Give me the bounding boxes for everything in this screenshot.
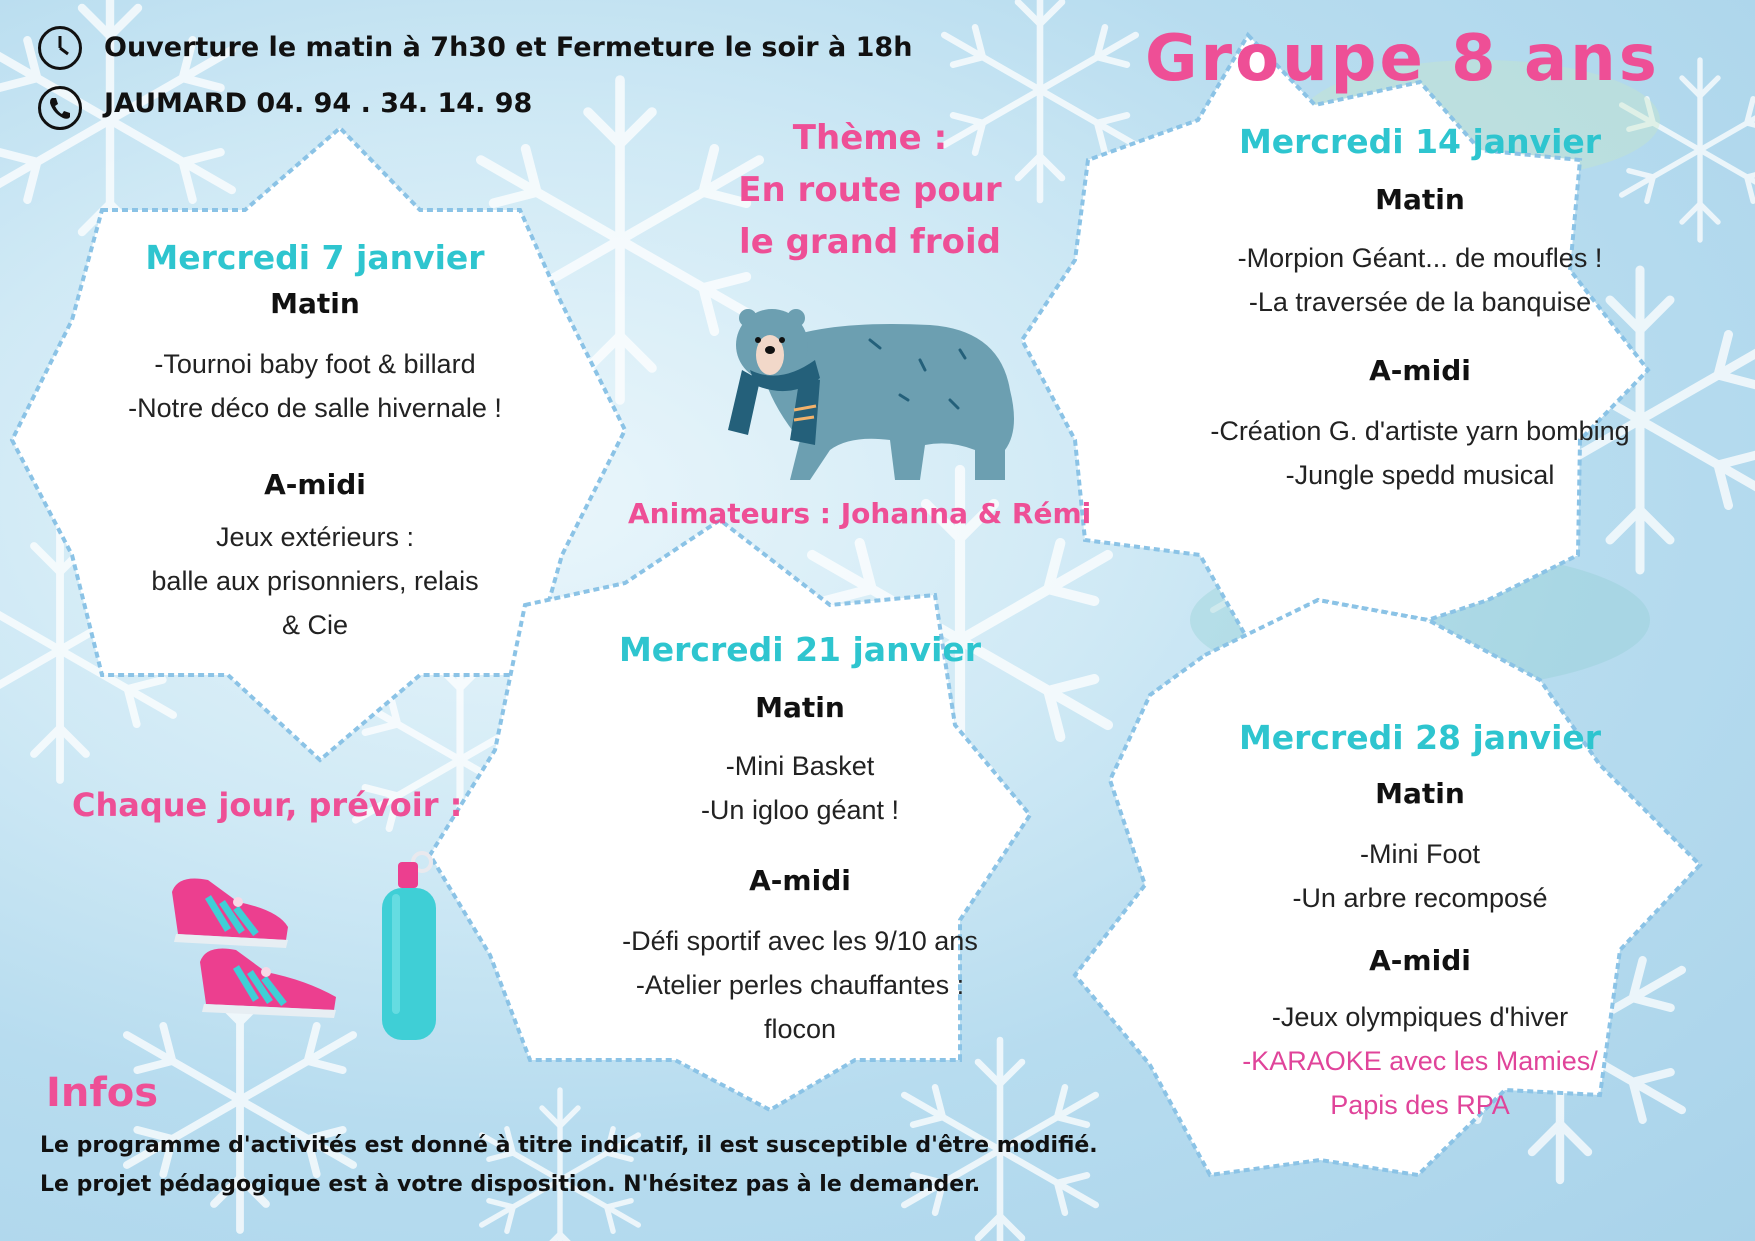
day-title: Mercredi 28 janvier bbox=[1238, 718, 1602, 757]
morning-label: Matin bbox=[1375, 183, 1465, 216]
day-card-7-janvier bbox=[110, 238, 520, 647]
activity: -Un igloo géant ! bbox=[700, 795, 900, 825]
morning-activities bbox=[1205, 236, 1635, 324]
day-title: Mercredi 21 janvier bbox=[618, 630, 982, 669]
day-title: Mercredi 7 janvier bbox=[145, 238, 485, 277]
activity: -La traversée de la banquise bbox=[1248, 287, 1592, 317]
morning-label: Matin bbox=[270, 287, 360, 320]
water-bottle-illustration bbox=[372, 850, 452, 1050]
day-title: Mercredi 14 janvier bbox=[1238, 122, 1602, 161]
polar-bear-illustration bbox=[720, 300, 1040, 490]
phone-number: JAUMARD 04. 94 . 34. 14. 98 bbox=[104, 88, 533, 119]
infos-line-1: Le programme d'activités est donné à titre indicatif, il est susceptible d'être modifié. bbox=[40, 1133, 1098, 1158]
phone-icon bbox=[38, 86, 82, 130]
theme-label: Thème : bbox=[792, 118, 948, 158]
activity: -Atelier perles chauffantes : bbox=[635, 970, 965, 1000]
afternoon-label: A-midi bbox=[749, 864, 851, 897]
activity: -Morpion Géant... de moufles ! bbox=[1237, 243, 1603, 273]
afternoon-label: A-midi bbox=[1369, 944, 1471, 977]
opening-hours: Ouverture le matin à 7h30 et Fermeture le soir à 18h bbox=[104, 32, 913, 63]
infos-line-2: Le projet pédagogique est à votre disposition. N'hésitez pas à le demander. bbox=[40, 1172, 981, 1197]
afternoon-activities bbox=[1215, 995, 1625, 1127]
afternoon-label: A-midi bbox=[264, 468, 366, 501]
activity: -Mini Basket bbox=[725, 751, 875, 781]
morning-activities bbox=[110, 342, 520, 430]
sneakers-illustration bbox=[168, 872, 348, 1022]
day-card-21-janvier bbox=[590, 630, 1010, 1051]
activity: Jeux extérieurs : bbox=[215, 522, 415, 552]
theme-line-2: En route pour bbox=[738, 170, 1002, 210]
theme-block bbox=[680, 112, 1060, 268]
activity: -Un arbre recomposé bbox=[1292, 883, 1548, 913]
activity: -Mini Foot bbox=[1359, 839, 1481, 869]
morning-label: Matin bbox=[755, 691, 845, 724]
afternoon-activities bbox=[590, 919, 1010, 1051]
infos-title: Infos bbox=[46, 1070, 159, 1116]
activity: -Jeux olympiques d'hiver bbox=[1271, 1002, 1569, 1032]
clock-icon bbox=[38, 26, 82, 70]
morning-label: Matin bbox=[1375, 777, 1465, 810]
activity: -Défi sportif avec les 9/10 ans bbox=[622, 926, 978, 956]
theme-line-3: le grand froid bbox=[739, 222, 1001, 262]
activity: -Notre déco de salle hivernale ! bbox=[128, 393, 502, 423]
activity: flocon bbox=[763, 1014, 837, 1044]
afternoon-activities bbox=[110, 515, 520, 647]
activity: -Création G. d'artiste yarn bombing bbox=[1210, 416, 1630, 446]
day-card-14-janvier bbox=[1205, 122, 1635, 497]
day-card-28-janvier bbox=[1215, 718, 1625, 1127]
activity-highlight: Papis des RPA bbox=[1330, 1090, 1510, 1120]
activity: -Jungle spedd musical bbox=[1285, 460, 1555, 490]
afternoon-activities bbox=[1205, 409, 1635, 497]
morning-activities bbox=[1215, 832, 1625, 920]
activity: balle aux prisonniers, relais bbox=[151, 566, 479, 596]
activity: -Tournoi baby foot & billard bbox=[154, 349, 476, 379]
afternoon-label: A-midi bbox=[1369, 354, 1471, 387]
activity: & Cie bbox=[281, 610, 349, 640]
animators: Animateurs : Johanna & Rémi bbox=[628, 497, 1092, 530]
bring-label: Chaque jour, prévoir : bbox=[72, 786, 463, 824]
activity-highlight: -KARAOKE avec les Mamies/ bbox=[1242, 1046, 1598, 1076]
morning-activities bbox=[590, 744, 1010, 832]
page-title: Groupe 8 ans bbox=[1145, 22, 1660, 96]
